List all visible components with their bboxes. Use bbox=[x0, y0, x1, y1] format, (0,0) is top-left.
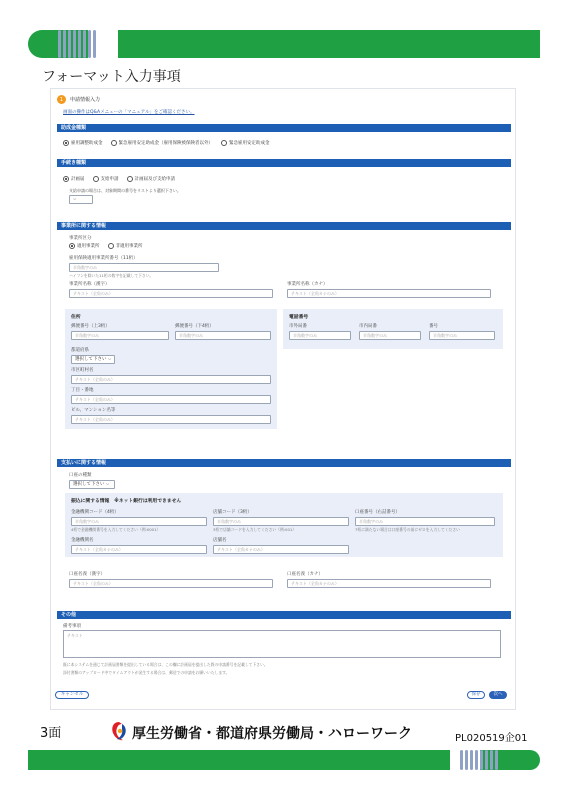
pref-label: 都道府県 bbox=[71, 348, 89, 353]
form-screenshot bbox=[50, 88, 516, 710]
help-link[interactable]: 画面の操作はQ&Aメニューの「マニュアル」をご確認ください。 bbox=[63, 110, 195, 115]
account-no-label: 口座番号（右詰番号） bbox=[355, 510, 400, 515]
radio-application-1[interactable]: 計画届 bbox=[63, 176, 85, 182]
holder-input[interactable]: テキスト（全角のみ） bbox=[69, 579, 273, 588]
zip1-input[interactable]: 半角数字のみ bbox=[71, 331, 169, 340]
section-other: その他 bbox=[57, 611, 511, 619]
radio-application-3[interactable]: 計画届及び支給申請 bbox=[127, 176, 176, 182]
note-upload-timeout: 添付書類のアップロード中でタイムアウトが発生する場合は、郵送での申請をお願いいたします。 bbox=[63, 670, 230, 675]
subsidy-radio-group bbox=[63, 140, 270, 146]
header-band bbox=[28, 30, 540, 58]
step-header bbox=[57, 95, 100, 104]
ministry-logo-icon bbox=[110, 720, 128, 742]
page-title: フォーマット入力事項 bbox=[42, 69, 181, 85]
page-number: 3面 bbox=[40, 726, 62, 741]
local-code-label: 市内局番 bbox=[359, 324, 377, 329]
branch-code-label: 店舗コード（3桁） bbox=[213, 510, 252, 515]
address-heading: 住所 bbox=[71, 315, 81, 320]
zip1-label: 郵便番号（上3桁） bbox=[71, 324, 110, 329]
radio-subsidy-2[interactable]: 緊急雇用安定助成金（雇用保険被保険者以外） bbox=[111, 140, 214, 146]
cancel-button[interactable]: キャンセル bbox=[55, 691, 89, 699]
header-stripes bbox=[58, 30, 96, 58]
bank-panel bbox=[65, 493, 503, 557]
radio-application-2[interactable]: 支給申請 bbox=[93, 176, 119, 182]
holder-kana-label: 口座名義（カナ） bbox=[287, 572, 323, 577]
city-label: 市区町村名 bbox=[71, 368, 94, 373]
application-hint: 支給申請の場合は、対象期間の番号をリストより選択下さい。 bbox=[69, 188, 181, 193]
insurance-no-input[interactable]: 半角数字のみ bbox=[69, 263, 219, 272]
address-panel bbox=[65, 309, 277, 429]
street-input[interactable]: テキスト（全角のみ） bbox=[71, 395, 271, 404]
area-code-input[interactable]: 半角数字のみ bbox=[289, 331, 351, 340]
holder-kana-input[interactable]: テキスト（全角カナのみ） bbox=[287, 579, 491, 588]
area-code-label: 市外局番 bbox=[289, 324, 307, 329]
remarks-label: 備考事項 bbox=[63, 624, 81, 629]
business-type-group bbox=[69, 243, 143, 249]
account-no-input[interactable]: 半角数字のみ bbox=[355, 517, 495, 526]
radio-subsidy-1[interactable]: 雇用調整助成金 bbox=[63, 140, 103, 146]
branch-name-label: 店舗名 bbox=[213, 538, 227, 543]
business-name-input[interactable]: テキスト（全角のみ） bbox=[69, 289, 273, 298]
holder-label: 口座名義（漢字） bbox=[69, 572, 105, 577]
remarks-textarea[interactable]: テキスト bbox=[63, 630, 501, 658]
street-label: 丁目・番地 bbox=[71, 388, 94, 393]
insurance-no-hint: ハイフンを除いた11桁の数字を記載して下さい。 bbox=[69, 273, 154, 278]
insurance-no-label: 雇用保険適用事業所番号（11桁） bbox=[69, 256, 138, 261]
bank-name-label: 金融機関名 bbox=[71, 538, 94, 543]
zip2-input[interactable]: 半角数字のみ bbox=[175, 331, 271, 340]
radio-business-nonapplied[interactable]: 非適用事業所 bbox=[108, 243, 143, 249]
bank-heading: 振込に関する情報 ※ネット銀行は利用できません bbox=[71, 499, 182, 504]
branch-code-hint: 3桁で店舗コードを入力してください（例:001） bbox=[213, 527, 297, 532]
city-input[interactable]: テキスト（全角のみ） bbox=[71, 375, 271, 384]
next-button[interactable]: 次へ bbox=[489, 691, 507, 699]
period-select[interactable]: ⌵ bbox=[69, 195, 93, 204]
account-type-label: 口座の種類 bbox=[69, 473, 92, 478]
building-label: ビル、マンション名等 bbox=[71, 408, 116, 413]
phone-number-input[interactable]: 半角数字のみ bbox=[429, 331, 495, 340]
local-code-input[interactable]: 半角数字のみ bbox=[359, 331, 421, 340]
section-payment: 支払いに関する情報 bbox=[57, 459, 511, 467]
business-type-label: 事業所区分 bbox=[69, 236, 92, 241]
section-subsidy: 助成金種類 bbox=[57, 124, 511, 132]
branch-name-input[interactable]: テキスト（全角カナのみ） bbox=[213, 545, 349, 554]
business-name-label: 事業所名称（漢字） bbox=[69, 282, 110, 287]
application-radio-group bbox=[63, 176, 175, 182]
bank-code-label: 金融機関コード（4桁） bbox=[71, 510, 119, 515]
bank-code-input[interactable]: 半角数字のみ bbox=[71, 517, 207, 526]
bank-code-hint: 4桁で金融機関番号を入力してください（例:0001） bbox=[71, 527, 161, 532]
account-type-select[interactable]: 選択して下さい ⌵ bbox=[69, 480, 115, 489]
step-title: 申請情報入力 bbox=[70, 97, 101, 103]
zip2-label: 郵便番号（下4桁） bbox=[175, 324, 214, 329]
radio-business-applied[interactable]: 適用事業所 bbox=[69, 243, 100, 249]
step-number: 1 bbox=[57, 95, 66, 104]
pref-select[interactable]: 選択して下さい ⌵ bbox=[71, 355, 115, 364]
phone-panel bbox=[283, 309, 503, 349]
save-button[interactable]: 保存 bbox=[467, 691, 485, 699]
branch-code-input[interactable]: 半角数字のみ bbox=[213, 517, 349, 526]
footer-stripes bbox=[460, 750, 498, 770]
form-code: PL020519企01 bbox=[455, 733, 528, 744]
building-input[interactable]: テキスト（全角のみ） bbox=[71, 415, 271, 424]
phone-number-label: 番号 bbox=[429, 324, 438, 329]
business-name-kana-label: 事業所名称（カナ） bbox=[287, 282, 328, 287]
radio-subsidy-3[interactable]: 緊急雇用安定助成金 bbox=[221, 140, 270, 146]
section-business: 事業所に関する情報 bbox=[57, 222, 511, 230]
bank-name-input[interactable]: テキスト（全角カナのみ） bbox=[71, 545, 207, 554]
phone-heading: 電話番号 bbox=[289, 315, 309, 320]
section-application: 手続き種類 bbox=[57, 159, 511, 167]
account-no-hint: 7桁に満たない場合は口座番号の前にゼロを入力してください bbox=[355, 527, 460, 532]
organization-name: 厚生労働省・都道府県労働局・ハローワーク bbox=[132, 726, 412, 742]
business-name-kana-input[interactable]: テキスト（全角カナのみ） bbox=[287, 289, 491, 298]
note-plan-number: 既に本システムを通じて計画届書類を提出している場合は、この欄に計画届を提出した際の申請番号を記載して下さい。 bbox=[63, 662, 268, 667]
